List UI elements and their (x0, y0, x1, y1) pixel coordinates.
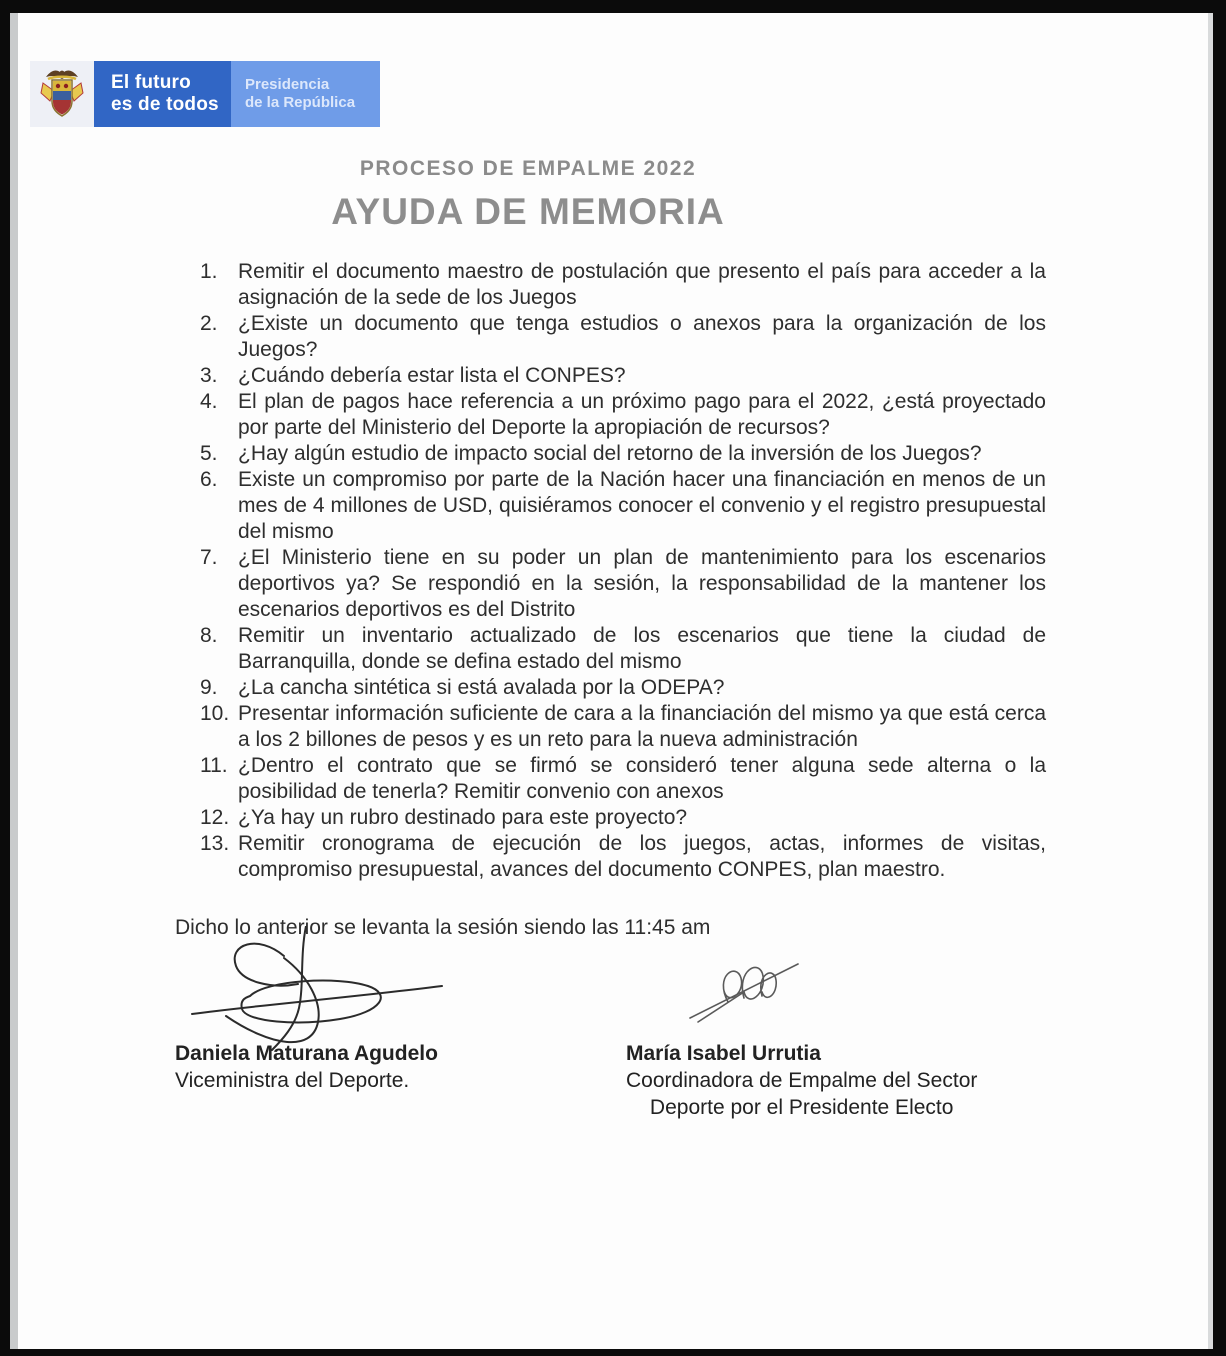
list-item (200, 831, 1046, 883)
list-item-number: 13. (200, 832, 230, 855)
list-item-number: 6. (200, 468, 218, 491)
signature-left (175, 1040, 438, 1094)
signer-title-right-line1: Coordinadora de Empalme del Sector (626, 1069, 978, 1092)
signature-right (626, 1040, 977, 1121)
list-item-text: ¿Dentro el contrato que se firmó se consideró tener alguna sede alterna o la posibilidad de tenerla? Remitir convenio con anexos (238, 754, 1046, 803)
list-item-number: 2. (200, 312, 218, 335)
list-item-number: 10. (200, 702, 230, 725)
list-item-number: 12. (200, 806, 230, 829)
list-item-text: Existe un compromiso por parte de la Nación hacer una financiación en menos de un mes de 4 millones de USD, quisiéramos conocer el convenio y el registro presupuestal del mismo (238, 468, 1046, 543)
list-item-number: 3. (200, 364, 218, 387)
list-item (200, 753, 1046, 805)
list-item-number: 7. (200, 546, 218, 569)
logo-entity-line2: de la República (245, 94, 356, 111)
document-subtitle: PROCESO DE EMPALME 2022 (359, 157, 697, 180)
signer-title-left: Viceministra del Deporte. (175, 1069, 410, 1092)
logo-entity-line1: Presidencia (245, 76, 330, 93)
list-item-text: ¿Existe un documento que tenga estudios o anexos para la organización de los Juegos? (238, 312, 1046, 361)
list-item (200, 701, 1046, 753)
list-item-text: ¿La cancha sintética si está avalada por la ODEPA? (238, 676, 725, 699)
logo-entity (231, 61, 380, 127)
list-item (200, 623, 1046, 675)
signer-name-left: Daniela Maturana Agudelo (175, 1042, 438, 1065)
signatures-section (18, 940, 1208, 1190)
list-item-text: ¿Hay algún estudio de impacto social del retorno de la inversión de los Juegos? (238, 442, 982, 465)
list-item-text: Presentar información suficiente de cara a la financiación del mismo ya que está cerca a los 2 billones de pesos y es un reto para la nueva administración (238, 702, 1046, 751)
list-item-number: 5. (200, 442, 218, 465)
list-item-number: 9. (200, 676, 218, 699)
list-item-text: ¿Cuándo debería estar lista el CONPES? (238, 364, 626, 387)
list-item (200, 441, 1046, 467)
page-title: AYUDA DE MEMORIA (331, 191, 725, 232)
list-item-text: El plan de pagos hace referencia a un próximo pago para el 2022, ¿está proyectado por parte del Ministerio del Deporte la apropiación de recursos? (238, 390, 1046, 439)
logo-slogan (94, 61, 231, 127)
logo-slogan-line1: El futuro (111, 72, 191, 93)
colombia-coat-of-arms-icon (30, 61, 94, 127)
signature-scribble-right (686, 956, 804, 1024)
list-item (200, 311, 1046, 363)
list-item-number: 11. (200, 754, 228, 777)
list-item (200, 805, 1046, 831)
document-page (10, 13, 1213, 1349)
list-item-number: 4. (200, 390, 218, 413)
list-item (200, 389, 1046, 441)
closing-statement: Dicho lo anterior se levanta la sesión siendo las 11:45 am (175, 916, 711, 939)
list-item-text: ¿Ya hay un rubro destinado para este proyecto? (238, 806, 688, 829)
memoria-list (200, 259, 1046, 883)
list-item-text: ¿El Ministerio tiene en su poder un plan de mantenimiento para los escenarios deportivos ya? Se respondió en la sesión, la responsabilidad de la mantener los escenarios deportivos es del Distrito (238, 546, 1046, 621)
list-item-text: Remitir un inventario actualizado de los escenarios que tiene la ciudad de Barranquilla, donde se defina estado del mismo (238, 624, 1046, 673)
list-item (200, 675, 1046, 701)
signer-name-right: María Isabel Urrutia (626, 1042, 821, 1065)
government-logo (30, 61, 380, 127)
list-item-number: 8. (200, 624, 218, 647)
list-item (200, 363, 1046, 389)
list-item (200, 545, 1046, 623)
signer-title-right-line2: Deporte por el Presidente Electo (649, 1096, 954, 1119)
list-item-number: 1. (200, 260, 218, 283)
list-item (200, 259, 1046, 311)
signature-scribble-left (186, 926, 448, 1054)
list-item-text: Remitir cronograma de ejecución de los juegos, actas, informes de visitas, compromiso presupuestal, avances del documento CONPES, plan maestro. (238, 832, 1046, 881)
list-item-text: Remitir el documento maestro de postulación que presento el país para acceder a la asignación de la sede de los Juegos (238, 260, 1046, 309)
logo-slogan-line2: es de todos (111, 94, 219, 115)
list-item (200, 467, 1046, 545)
